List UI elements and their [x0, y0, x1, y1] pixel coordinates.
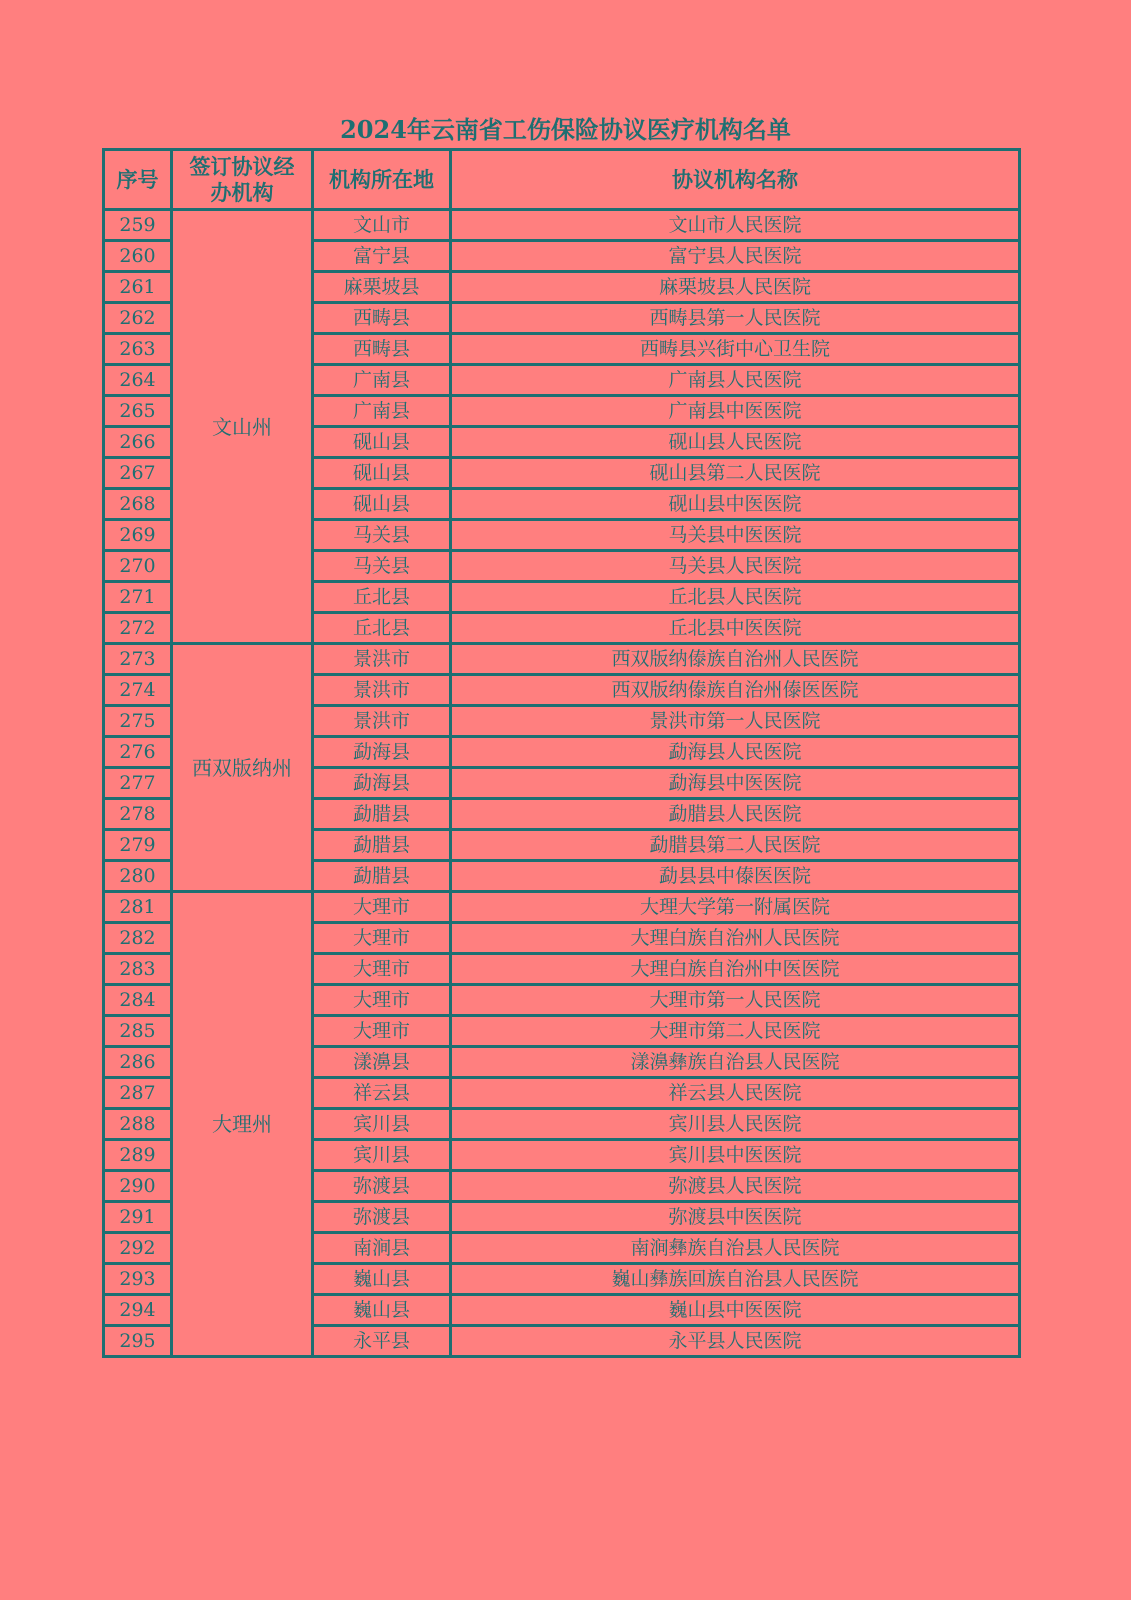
cell-institution-name: 巍山县中医医院 [451, 1295, 1020, 1326]
cell-institution-name: 广南县人民医院 [451, 365, 1020, 396]
cell-no: 275 [104, 706, 172, 737]
cell-institution-name: 勐海县中医医院 [451, 768, 1020, 799]
cell-no: 289 [104, 1140, 172, 1171]
cell-institution-name: 西双版纳傣族自治州傣医医院 [451, 675, 1020, 706]
cell-location: 大理市 [313, 923, 451, 954]
cell-location: 巍山县 [313, 1295, 451, 1326]
cell-no: 288 [104, 1109, 172, 1140]
cell-no: 273 [104, 644, 172, 675]
cell-no: 272 [104, 613, 172, 644]
cell-institution-name: 大理白族自治州人民医院 [451, 923, 1020, 954]
cell-location: 勐海县 [313, 737, 451, 768]
cell-institution-name: 勐海县人民医院 [451, 737, 1020, 768]
cell-no: 280 [104, 861, 172, 892]
cell-institution-name: 勐县县中傣医医院 [451, 861, 1020, 892]
cell-location: 景洪市 [313, 644, 451, 675]
cell-institution-name: 宾川县人民医院 [451, 1109, 1020, 1140]
header-location: 机构所在地 [313, 150, 451, 210]
cell-location: 大理市 [313, 892, 451, 923]
cell-no: 260 [104, 241, 172, 272]
cell-agency: 西双版纳州 [172, 644, 313, 892]
cell-location: 西畴县 [313, 303, 451, 334]
cell-location: 大理市 [313, 954, 451, 985]
cell-no: 294 [104, 1295, 172, 1326]
cell-no: 263 [104, 334, 172, 365]
cell-no: 292 [104, 1233, 172, 1264]
cell-institution-name: 富宁县人民医院 [451, 241, 1020, 272]
cell-location: 勐腊县 [313, 861, 451, 892]
cell-location: 丘北县 [313, 613, 451, 644]
cell-location: 砚山县 [313, 458, 451, 489]
cell-no: 290 [104, 1171, 172, 1202]
cell-location: 勐腊县 [313, 830, 451, 861]
cell-institution-name: 丘北县人民医院 [451, 582, 1020, 613]
cell-no: 291 [104, 1202, 172, 1233]
cell-location: 宾川县 [313, 1109, 451, 1140]
cell-institution-name: 西双版纳傣族自治州人民医院 [451, 644, 1020, 675]
cell-no: 265 [104, 396, 172, 427]
table-row [104, 210, 1020, 241]
cell-institution-name: 砚山县人民医院 [451, 427, 1020, 458]
cell-location: 勐腊县 [313, 799, 451, 830]
cell-agency: 大理州 [172, 892, 313, 1357]
cell-location: 永平县 [313, 1326, 451, 1357]
cell-location: 景洪市 [313, 706, 451, 737]
cell-location: 马关县 [313, 551, 451, 582]
cell-no: 268 [104, 489, 172, 520]
cell-no: 281 [104, 892, 172, 923]
cell-institution-name: 勐腊县人民医院 [451, 799, 1020, 830]
cell-no: 293 [104, 1264, 172, 1295]
cell-location: 广南县 [313, 365, 451, 396]
cell-institution-name: 马关县人民医院 [451, 551, 1020, 582]
cell-no: 266 [104, 427, 172, 458]
cell-no: 287 [104, 1078, 172, 1109]
cell-location: 丘北县 [313, 582, 451, 613]
cell-location: 砚山县 [313, 489, 451, 520]
table-row [104, 644, 1020, 675]
cell-institution-name: 祥云县人民医院 [451, 1078, 1020, 1109]
cell-location: 大理市 [313, 985, 451, 1016]
cell-location: 西畴县 [313, 334, 451, 365]
cell-no: 286 [104, 1047, 172, 1078]
cell-institution-name: 南涧彝族自治县人民医院 [451, 1233, 1020, 1264]
cell-location: 漾濞县 [313, 1047, 451, 1078]
document-title: 2024年云南省工伤保险协议医疗机构名单 [340, 115, 791, 144]
cell-location: 砚山县 [313, 427, 451, 458]
cell-institution-name: 勐腊县第二人民医院 [451, 830, 1020, 861]
cell-location: 宾川县 [313, 1140, 451, 1171]
cell-no: 285 [104, 1016, 172, 1047]
institution-table [102, 148, 1021, 1358]
cell-location: 马关县 [313, 520, 451, 551]
cell-location: 弥渡县 [313, 1171, 451, 1202]
cell-institution-name: 文山市人民医院 [451, 210, 1020, 241]
cell-institution-name: 弥渡县人民医院 [451, 1171, 1020, 1202]
header-agency: 签订协议经办机构 [172, 150, 313, 210]
cell-location: 文山市 [313, 210, 451, 241]
cell-location: 南涧县 [313, 1233, 451, 1264]
cell-location: 弥渡县 [313, 1202, 451, 1233]
cell-institution-name: 丘北县中医医院 [451, 613, 1020, 644]
cell-no: 259 [104, 210, 172, 241]
cell-no: 264 [104, 365, 172, 396]
cell-institution-name: 马关县中医医院 [451, 520, 1020, 551]
header-no: 序号 [104, 150, 172, 210]
cell-institution-name: 漾濞彝族自治县人民医院 [451, 1047, 1020, 1078]
cell-institution-name: 大理大学第一附属医院 [451, 892, 1020, 923]
table-row [104, 892, 1020, 923]
cell-location: 广南县 [313, 396, 451, 427]
cell-location: 景洪市 [313, 675, 451, 706]
cell-location: 祥云县 [313, 1078, 451, 1109]
cell-no: 261 [104, 272, 172, 303]
header-name: 协议机构名称 [451, 150, 1020, 210]
cell-no: 271 [104, 582, 172, 613]
cell-no: 278 [104, 799, 172, 830]
cell-no: 295 [104, 1326, 172, 1357]
cell-location: 大理市 [313, 1016, 451, 1047]
cell-institution-name: 麻栗坡县人民医院 [451, 272, 1020, 303]
cell-no: 276 [104, 737, 172, 768]
cell-institution-name: 砚山县第二人民医院 [451, 458, 1020, 489]
cell-institution-name: 巍山彝族回族自治县人民医院 [451, 1264, 1020, 1295]
cell-institution-name: 西畴县兴街中心卫生院 [451, 334, 1020, 365]
cell-location: 勐海县 [313, 768, 451, 799]
cell-institution-name: 广南县中医医院 [451, 396, 1020, 427]
cell-institution-name: 砚山县中医医院 [451, 489, 1020, 520]
cell-no: 283 [104, 954, 172, 985]
cell-no: 270 [104, 551, 172, 582]
cell-institution-name: 大理白族自治州中医医院 [451, 954, 1020, 985]
cell-institution-name: 西畴县第一人民医院 [451, 303, 1020, 334]
cell-location: 巍山县 [313, 1264, 451, 1295]
table-body [104, 210, 1020, 1357]
cell-institution-name: 大理市第一人民医院 [451, 985, 1020, 1016]
cell-agency: 文山州 [172, 210, 313, 644]
cell-institution-name: 宾川县中医医院 [451, 1140, 1020, 1171]
cell-no: 279 [104, 830, 172, 861]
cell-institution-name: 弥渡县中医医院 [451, 1202, 1020, 1233]
cell-no: 262 [104, 303, 172, 334]
cell-no: 274 [104, 675, 172, 706]
cell-institution-name: 景洪市第一人民医院 [451, 706, 1020, 737]
cell-institution-name: 大理市第二人民医院 [451, 1016, 1020, 1047]
cell-location: 富宁县 [313, 241, 451, 272]
cell-institution-name: 永平县人民医院 [451, 1326, 1020, 1357]
cell-no: 267 [104, 458, 172, 489]
cell-location: 麻栗坡县 [313, 272, 451, 303]
cell-no: 269 [104, 520, 172, 551]
cell-no: 277 [104, 768, 172, 799]
cell-no: 284 [104, 985, 172, 1016]
table-header-row [104, 150, 1020, 210]
cell-no: 282 [104, 923, 172, 954]
